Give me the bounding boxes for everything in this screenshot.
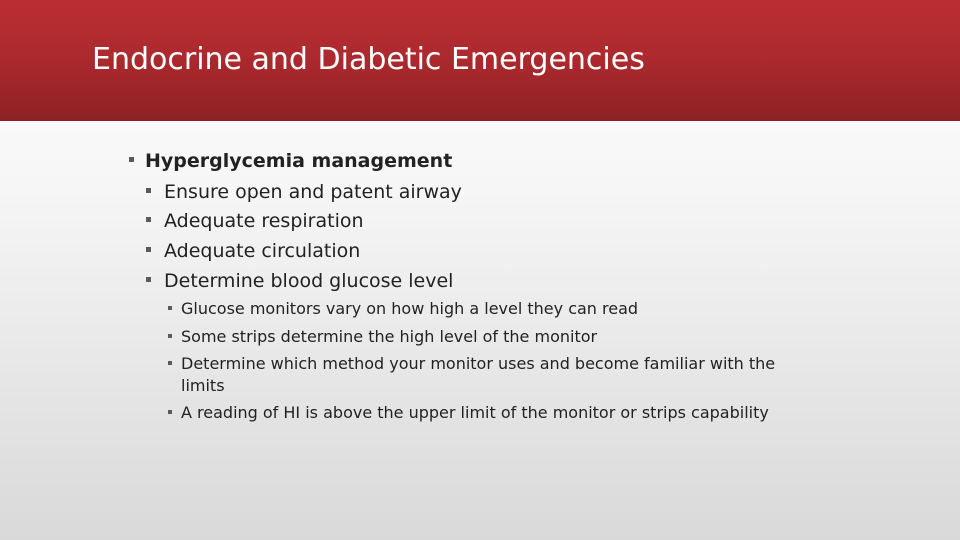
bullet-level3-item: Some strips determine the high level of the monitor: [181, 327, 598, 346]
bullet-level1: Hyperglycemia management: [145, 150, 453, 172]
bullet-level3-item: Glucose monitors vary on how high a level they can read: [181, 299, 639, 318]
bullet-icon: [146, 188, 151, 193]
bullet-level3-item: A reading of HI is above the upper limit of the monitor or strips capability: [181, 403, 769, 422]
bullet-level3-item: Determine which method your monitor uses and become familiar with the: [181, 354, 776, 373]
bullet-icon: [168, 334, 172, 338]
slide-title: Endocrine and Diabetic Emergencies: [92, 42, 645, 77]
bullet-level2-item: Adequate circulation: [164, 240, 361, 262]
bullet-level2-item: Ensure open and patent airway: [164, 181, 462, 203]
bullet-icon: [129, 157, 134, 162]
bullet-icon: [146, 277, 151, 282]
bullet-icon: [146, 217, 151, 222]
bullet-level3-continuation: limits: [181, 376, 225, 395]
bullet-level2-item: Adequate respiration: [164, 210, 364, 232]
bullet-icon: [168, 410, 172, 414]
bullet-icon: [146, 247, 151, 252]
bullet-icon: [168, 306, 172, 310]
bullet-icon: [168, 361, 172, 365]
bullet-level2-item: Determine blood glucose level: [164, 270, 454, 292]
